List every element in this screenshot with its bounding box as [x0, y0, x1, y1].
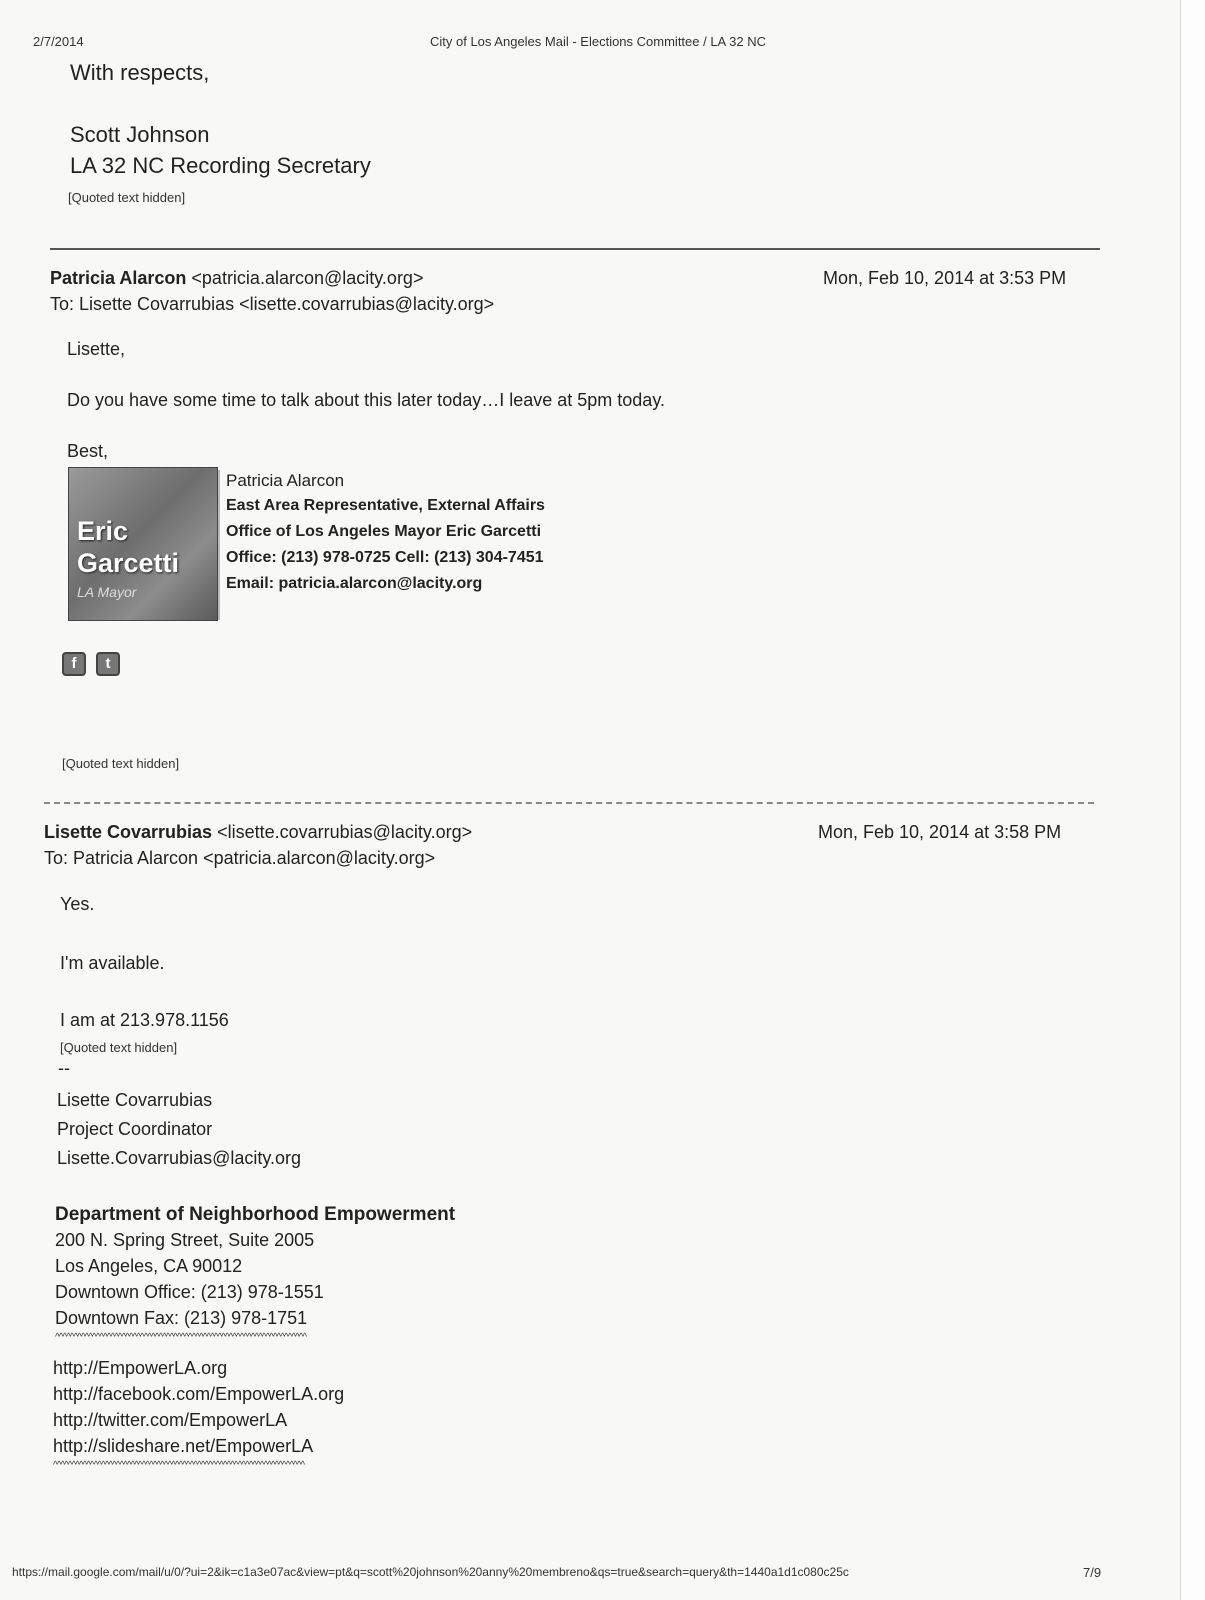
- page-edge: [1180, 0, 1205, 1600]
- facebook-icon[interactable]: f: [62, 652, 86, 676]
- message-2-date: Mon, Feb 10, 2014 at 3:58 PM: [818, 822, 1062, 842]
- signature-dash: --: [58, 1058, 70, 1078]
- link-facebook[interactable]: http://facebook.com/EmpowerLA.org: [53, 1384, 345, 1404]
- link-slideshare[interactable]: http://slideshare.net/EmpowerLA: [53, 1436, 314, 1456]
- sender-name: Scott Johnson: [70, 122, 210, 147]
- message-1-to: To: Lisette Covarrubias <lisette.covarrubias@lacity.org>: [50, 294, 495, 314]
- quoted-text-hidden-link[interactable]: [Quoted text hidden]: [60, 1040, 178, 1055]
- quoted-text-hidden-link[interactable]: [Quoted text hidden]: [68, 190, 186, 205]
- message-2-from-name: Lisette Covarrubias: [44, 822, 213, 842]
- message-1-from-email: <patricia.alarcon@lacity.org>: [191, 268, 424, 288]
- signature-name: Patricia Alarcon: [226, 471, 345, 490]
- message-1-greeting: Lisette,: [67, 339, 126, 359]
- signature-phones: Office: (213) 978-0725 Cell: (213) 304-7451: [226, 549, 544, 566]
- message-2-line3: I am at 213.978.1156: [60, 1010, 229, 1030]
- message-1-from-name: Patricia Alarcon: [50, 268, 187, 288]
- photo-text-line1: Eric: [77, 516, 129, 546]
- message-2-to: To: Patricia Alarcon <patricia.alarcon@lacity.org>: [44, 848, 436, 868]
- page-number: 7/9: [1083, 1565, 1102, 1580]
- message-2-line1: Yes.: [60, 894, 95, 914]
- department-name: Department of Neighborhood Empowerment: [55, 1204, 456, 1225]
- decorative-divider: ^^^^^^^^^^^^^^^^^^^^^^^^^^^^^^^^^^^^^^^^^^^^^^^^^^^^^^^^^^^^^^^^^^^^: [55, 1332, 307, 1343]
- message-2-line2: I'm available.: [60, 953, 165, 973]
- signature-2-email: Lisette.Covarrubias@lacity.org: [57, 1148, 302, 1168]
- print-title: City of Los Angeles Mail - Elections Committee / LA 32 NC: [430, 34, 766, 49]
- quoted-text-hidden-link[interactable]: [Quoted text hidden]: [62, 756, 180, 771]
- office-fax: Downtown Fax: (213) 978-1751: [55, 1308, 308, 1328]
- message-separator: [44, 802, 1094, 804]
- signature-2-role: Project Coordinator: [57, 1119, 213, 1139]
- address-line-1: 200 N. Spring Street, Suite 2005: [55, 1230, 315, 1250]
- print-url: https://mail.google.com/mail/u/0/?ui=2&ik=c1a3e07ac&view=pt&q=scott%20johnson%20anny%20membreno&qs=true&search=query&th=1440a1d1c080c25c: [12, 1565, 849, 1579]
- address-line-2: Los Angeles, CA 90012: [55, 1256, 243, 1276]
- signature-title: East Area Representative, External Affairs: [226, 497, 545, 514]
- decorative-divider: ^^^^^^^^^^^^^^^^^^^^^^^^^^^^^^^^^^^^^^^^^^^^^^^^^^^^^^^^^^^^^^^^^^^^: [53, 1460, 305, 1471]
- message-1-date: Mon, Feb 10, 2014 at 3:53 PM: [823, 268, 1067, 288]
- message-1-signoff: Best,: [67, 441, 109, 461]
- link-empowerla[interactable]: http://EmpowerLA.org: [53, 1358, 228, 1378]
- message-separator: [50, 248, 1100, 250]
- closing-text: With respects,: [70, 60, 210, 85]
- print-date: 2/7/2014: [33, 34, 84, 49]
- photo-text-line2: Garcetti: [77, 548, 180, 578]
- message-1-from: [50, 268, 423, 289]
- signature-photo: [68, 467, 218, 621]
- photo-text-line3: LA Mayor: [77, 584, 137, 600]
- message-2-from: [44, 822, 472, 843]
- signature-email: Email: patricia.alarcon@lacity.org: [226, 575, 483, 592]
- twitter-icon[interactable]: t: [96, 652, 120, 676]
- office-phone: Downtown Office: (213) 978-1551: [55, 1282, 324, 1302]
- signature-2-name: Lisette Covarrubias: [57, 1090, 213, 1110]
- link-twitter[interactable]: http://twitter.com/EmpowerLA: [53, 1410, 288, 1430]
- message-2-from-email: <lisette.covarrubias@lacity.org>: [217, 822, 473, 842]
- sender-role: LA 32 NC Recording Secretary: [70, 153, 371, 178]
- signature-divider: [218, 470, 220, 620]
- signature-office: Office of Los Angeles Mayor Eric Garcetti: [226, 523, 542, 540]
- message-1-body: Do you have some time to talk about this later today…I leave at 5pm today.: [67, 390, 665, 410]
